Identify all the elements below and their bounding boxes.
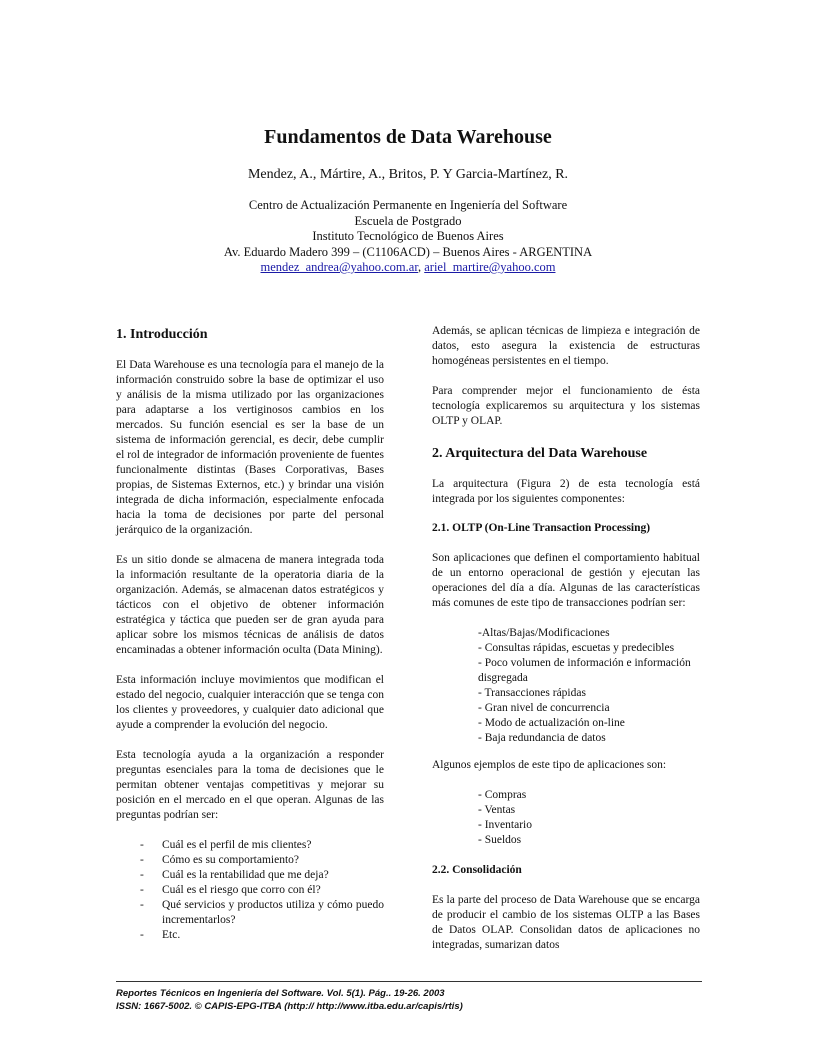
subsection-heading-consolidacion: 2.2. Consolidación	[432, 864, 522, 876]
list-item: - Poco volumen de información e información disgregada	[478, 657, 691, 684]
list-item: - Gran nivel de concurrencia	[478, 702, 610, 714]
list-item: - Inventario	[478, 819, 532, 831]
section-heading-introduccion: 1. Introducción	[116, 327, 208, 342]
email-separator: ,	[417, 260, 425, 274]
right-column	[432, 324, 700, 953]
list-item: - Cuál es la rentabilidad que me deja?	[140, 868, 384, 883]
email-link-martire[interactable]: ariel_martire@yahoo.com	[424, 260, 556, 274]
examples-list	[432, 788, 700, 848]
authors: Mendez, A., Mártire, A., Britos, P. Y Garcia-Martínez, R.	[247, 167, 569, 182]
list-item: -Altas/Bajas/Modificaciones	[478, 627, 610, 639]
footer-citation: Reportes Técnicos en Ingeniería del Software. Vol. 5(1). Pág.. 19-26. 2003	[116, 988, 445, 999]
list-item: - Etc.	[140, 928, 384, 943]
paragraph: Algunos ejemplos de este tipo de aplicaciones son:	[432, 759, 667, 771]
affiliation-line: Centro de Actualización Permanente en Ingeniería del Software	[248, 198, 568, 212]
paragraph: Además, se aplican técnicas de limpieza e integración de datos, esto asegura la existencia de estructuras homogéneas persistentes en el tiempo.	[432, 325, 700, 367]
affiliation-line: Escuela de Postgrado	[354, 213, 462, 228]
footer	[116, 987, 716, 1013]
footer-divider	[116, 981, 702, 982]
footer-issn: ISSN: 1667-5002. © CAPIS-EPG-ITBA (http:// http://www.itba.edu.ar/capis/rtis)	[116, 1001, 463, 1012]
features-list	[432, 626, 708, 746]
list-item: - Modo de actualización on-line	[478, 717, 625, 729]
paragraph: Para comprender mejor el funcionamiento de ésta tecnología explicaremos su arquitectura y los sistemas OLTP y OLAP.	[432, 385, 700, 427]
list-item: - Transacciones rápidas	[478, 687, 586, 699]
affiliation-line: Av. Eduardo Madero 399 – (C1106ACD) – Buenos Aires - ARGENTINA	[223, 244, 593, 259]
paragraph: El Data Warehouse es una tecnología para el manejo de la información construido sobre la base de optimizar el uso y análisis de la misma utilizado por las organizaciones para adaptarse a los vertiginosos cambios en los mercados. Su función esencial es ser la base de un sistema de información gerencial, es decir, debe cumplir el rol de integrador de información proveniente de fuentes funcionalmente distintas (Bases Corporativas, Bases propias, de Sistemas Externos, etc.) y brindar una visión integrada de dicha información, especialmente enfocada hacia la toma de decisiones por parte del personal jerárquico de la organización.	[116, 359, 384, 536]
left-column	[116, 326, 384, 943]
affiliation-block	[0, 198, 816, 276]
paragraph: La arquitectura (Figura 2) de esta tecnología está integrada por los siguientes componentes:	[432, 478, 700, 505]
list-item: - Ventas	[478, 804, 516, 816]
subsection-heading-oltp: 2.1. OLTP (On-Line Transaction Processing)	[432, 522, 651, 534]
affiliation-line: Instituto Tecnológico de Buenos Aires	[312, 229, 504, 243]
paragraph: Es la parte del proceso de Data Warehouse que se encarga de producir el cambio de los sistemas OLTP a las Bases de Datos OLAP. Consolidan datos de aplicaciones no integradas, sumarizan datos	[432, 894, 700, 951]
section-heading-arquitectura: 2. Arquitectura del Data Warehouse	[432, 446, 648, 461]
questions-list	[116, 838, 384, 943]
email-link-mendez[interactable]: mendez_andrea@yahoo.com.ar	[260, 260, 418, 274]
list-item: - Sueldos	[478, 834, 522, 846]
list-item: - Qué servicios y productos utiliza y cómo puedo incrementarlos?	[140, 898, 384, 928]
email-line	[0, 260, 816, 276]
list-item: - Compras	[478, 789, 527, 801]
paragraph: Son aplicaciones que definen el comportamiento habitual de un entorno operacional de gestión y ejecutan las operaciones del día a día. Algunas de las características más comunes de este tipo de transacciones podrían ser:	[432, 552, 700, 609]
paragraph: Esta información incluye movimientos que modifican el estado del negocio, cualquier interacción que se tenga con los clientes y proveedores, y cualquier dato adicional que ayude a comprender la evolución del negocio.	[116, 674, 384, 731]
paragraph: Es un sitio donde se almacena de manera integrada toda la información resultante de la operatoria diaria de la organización. Además, se almacenan datos estratégicos y tácticos con el objetivo de obtener información estratégica y táctica que pueden ser de gran ayuda para aplicar sobre los mismos técnicas de análisis de datos encaminadas a obtener información oculta (Data Mining).	[116, 554, 384, 656]
list-item: - Cuál es el perfil de mis clientes?	[140, 838, 384, 853]
list-item: - Cómo es su comportamiento?	[140, 853, 384, 868]
list-item: - Consultas rápidas, escuetas y predecibles	[478, 642, 675, 654]
list-item: - Baja redundancia de datos	[478, 732, 606, 744]
paragraph: Esta tecnología ayuda a la organización a responder preguntas esenciales para la toma de decisiones que le permitan obtener ventajas competitivas y mejorar su posición en el mercado en el que operan. Algunas de las preguntas podrían ser:	[116, 749, 384, 821]
paper-title: Fundamentos de Data Warehouse	[264, 126, 552, 148]
list-item: - Cuál es el riesgo que corro con él?	[140, 883, 384, 898]
